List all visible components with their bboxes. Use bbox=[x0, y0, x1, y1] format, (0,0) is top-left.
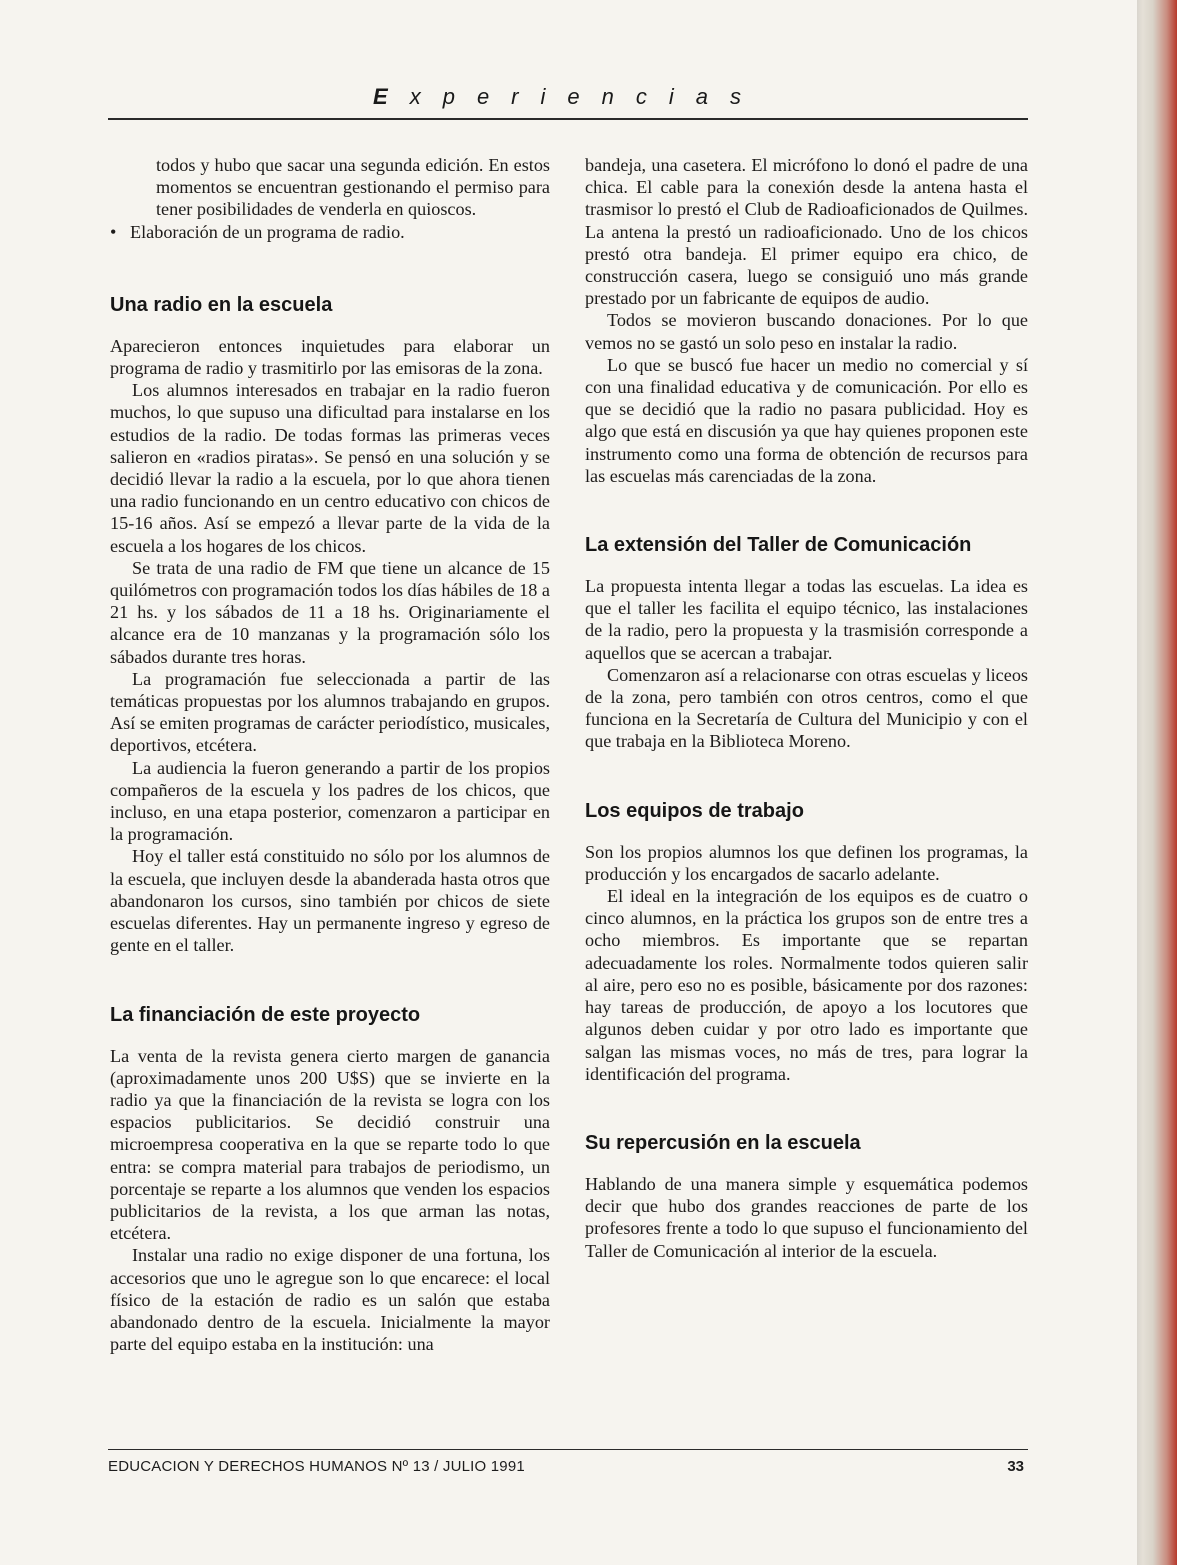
paragraph: Son los propios alumnos los que definen los programas, la producción y los encargados de sacarlo adelante. bbox=[585, 841, 1028, 884]
right-column bbox=[585, 154, 1028, 1262]
paragraph: Hoy el taller está constituido no sólo por los alumnos de la escuela, que incluyen desde la abanderada hasta otros que abandonaron los cursos, sino también por chicos de siete escuelas diferentes. Hay un permanente ingreso y egreso de gente en el taller. bbox=[110, 846, 550, 956]
left-column bbox=[110, 154, 550, 1355]
section-label-initial: E bbox=[373, 84, 410, 109]
header-rule bbox=[108, 118, 1028, 120]
paragraph: El ideal en la integración de los equipos es de cuatro o cinco alumnos, en la práctica los grupos son de entre tres a ocho miembros. Es importante que se repartan adecuadamente los roles. Normalmente todos quieren salir al aire, pero eso no es posible, básicamente por dos razones: hay tareas de producción, de apoyo a los locutores que algunos deben cuidar y por otro lado es importante que salgan las mismas voces, no más de tres, para lograr la identificación del programa. bbox=[585, 886, 1028, 1084]
paragraph: Los alumnos interesados en trabajar en la radio fueron muchos, lo que supuso una dificultad para instalarse en los estudios de la radio. De todas formas las primeras veces salieron en «radios piratas». Se pensó en una solución y se decidió llevar la radio a la escuela, por lo que ahora tienen una radio funcionando en un centro educativo con chicos de 15-16 años. Así se empezó a llevar parte de la vida de la escuela a los hogares de los chicos. bbox=[110, 380, 550, 556]
paragraph: Todos se movieron buscando donaciones. Por lo que vemos no se gastó un solo peso en instalar la radio. bbox=[585, 310, 1028, 353]
page-edge bbox=[1137, 0, 1177, 1565]
paragraph: Instalar una radio no exige disponer de una fortuna, los accesorios que uno le agregue son lo que encarece: el local físico de la estación de radio es un salón que estaba abandonado dentro de la escuela. Inicialmente la mayor parte del equipo estaba en la institución: una bbox=[110, 1245, 550, 1355]
heading-radio: Una radio en la escuela bbox=[110, 293, 333, 316]
heading-repercusion: Su repercusión en la escuela bbox=[585, 1131, 861, 1154]
paragraph: bandeja, una casetera. El micrófono lo donó el padre de una chica. El cable para la conexión desde la antena hasta el trasmisor lo prestó el Club de Radioaficionados de Quilmes. La antena la prestó un radioaficionado. Uno de los chicos prestó otra bandeja. El primer equipo era chico, de construcción casera, luego se consiguió uno más grande prestado por un fabricante de equipos de audio. bbox=[585, 155, 1028, 309]
paragraph: Hablando de una manera simple y esquemática podemos decir que hubo dos grandes reacciones de parte de los profesores frente a todo lo que supuso el funcionamiento del Taller de Comunicación al interior de la escuela. bbox=[585, 1173, 1028, 1261]
bullet-item: • Elaboración de un programa de radio. bbox=[110, 221, 550, 243]
paragraph: Aparecieron entonces inquietudes para elaborar un programa de radio y trasmitirlo por las emisoras de la zona. bbox=[110, 335, 550, 379]
footer-rule bbox=[108, 1449, 1028, 1450]
heading-equipos: Los equipos de trabajo bbox=[585, 799, 804, 822]
page-number: 33 bbox=[1007, 1458, 1024, 1475]
paragraph: La programación fue seleccionada a partir de las temáticas propuestas por los alumnos trabajando en grupos. Así se emiten programas de carácter periodístico, musicales, deportivos, etcétera. bbox=[110, 668, 550, 756]
intro-paragraph: todos y hubo que sacar una segunda edición. En estos momentos se encuentran gestionando el permiso para tener posibilidades de venderla en quioscos. bbox=[156, 155, 550, 220]
paragraph: Se trata de una radio de FM que tiene un alcance de 15 quilómetros con programación todos los días hábiles de 18 a 21 hs. y los sábados de 11 a 18 hs. Originariamente el alcance era de 10 manzanas y la programación sólo los sábados durante tres horas. bbox=[110, 557, 550, 667]
paragraph: Lo que se buscó fue hacer un medio no comercial y sí con una finalidad educativa y de comunicación. Por ello es que se decidió que la radio no pasara publicidad. Hoy es algo que está en discusión ya que hay quienes proponen este instrumento como una forma de obtención de recursos para las escuelas más carenciadas de la zona. bbox=[585, 354, 1028, 486]
paragraph: Comenzaron así a relacionarse con otras escuelas y liceos de la zona, pero también con otros centros, como el que funciona en la Secretaría de Cultura del Municipio y con el que trabaja en la Biblioteca Moreno. bbox=[585, 664, 1028, 752]
heading-extension: La extensión del Taller de Comunicación bbox=[585, 534, 972, 557]
section-label-rest: xperiencias bbox=[409, 84, 763, 109]
paragraph: La propuesta intenta llegar a todas las escuelas. La idea es que el taller les facilita el equipo técnico, las instalaciones de la radio, pero la propuesta y la trasmisión corresponde a aquellos que se acercan a trabajar. bbox=[585, 576, 1028, 663]
section-label bbox=[108, 84, 1028, 110]
publication-info: EDUCACION Y DERECHOS HUMANOS Nº 13 / JULIO 1991 bbox=[108, 1458, 525, 1475]
heading-financiacion: La financiación de este proyecto bbox=[110, 1003, 421, 1026]
paragraph: La venta de la revista genera cierto margen de ganancia (aproximadamente unos 200 U$S) que se invierte en la radio ya que la financiación de la revista se logra con los espacios publicitarios. Se decidió construir una microempresa cooperativa en la que se reparte todo lo que entra: se compra material para trabajos de periodismo, un porcentaje se reparte a los alumnos que venden los espacios publicitarios de la revista, a los que arman las notas, etcétera. bbox=[110, 1045, 550, 1244]
paragraph: La audiencia la fueron generando a partir de los propios compañeros de la escuela y los padres de los chicos, que incluso, en una etapa posterior, comenzaron a participar en la programación. bbox=[110, 757, 550, 845]
